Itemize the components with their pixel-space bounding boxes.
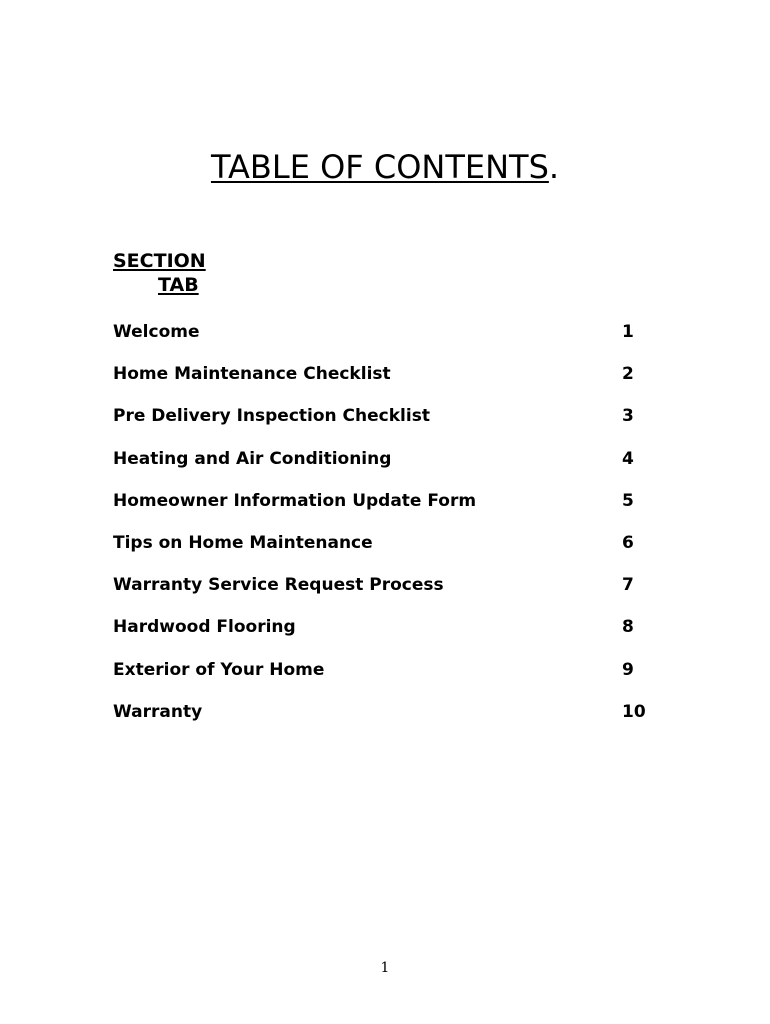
toc-entry-tab: 9: [622, 659, 634, 680]
page-title: [0, 147, 770, 187]
toc-entry-label: Warranty: [113, 701, 203, 722]
toc-entry: [113, 320, 673, 362]
toc-entry-tab: 2: [622, 364, 634, 385]
toc-entry-tab: 8: [622, 617, 634, 638]
toc-entry-tab: 3: [622, 406, 634, 427]
toc-entry: [113, 362, 673, 404]
toc-entry-label: Exterior of Your Home: [113, 659, 325, 680]
toc-entry: [113, 404, 673, 446]
column-header-section: SECTION: [113, 250, 206, 272]
toc-entry-tab: 7: [622, 575, 634, 596]
toc-entry-label: Welcome: [113, 322, 200, 342]
column-header: [113, 249, 206, 297]
toc-entry-label: Home Maintenance Checklist: [113, 364, 391, 385]
toc-entry-tab: 6: [622, 532, 634, 553]
page-title-period: .: [548, 148, 560, 186]
toc-entry-label: Pre Delivery Inspection Checklist: [113, 406, 430, 427]
toc-entry-label: Warranty Service Request Process: [113, 575, 444, 596]
toc-entry: [113, 658, 673, 700]
toc-entry-label: Homeowner Information Update Form: [113, 490, 477, 511]
toc-entry-tab: 1: [622, 322, 634, 342]
page-title-text: TABLE OF CONTENTS: [210, 148, 549, 186]
toc-entry: [113, 700, 673, 742]
toc-entry-tab: 4: [622, 448, 634, 469]
toc-entry: [113, 573, 673, 615]
toc-entry-tab: 10: [622, 701, 646, 722]
toc-entry-tab: 5: [622, 490, 634, 511]
column-header-tab: TAB: [158, 274, 199, 296]
toc-list: [113, 320, 673, 742]
page-number: 1: [380, 960, 390, 976]
toc-entry: [113, 615, 673, 657]
toc-entry-label: Hardwood Flooring: [113, 617, 296, 638]
toc-entry: [113, 489, 673, 531]
toc-entry-label: Heating and Air Conditioning: [113, 448, 392, 469]
toc-entry-label: Tips on Home Maintenance: [113, 532, 373, 553]
toc-entry: [113, 447, 673, 489]
toc-entry: [113, 531, 673, 573]
